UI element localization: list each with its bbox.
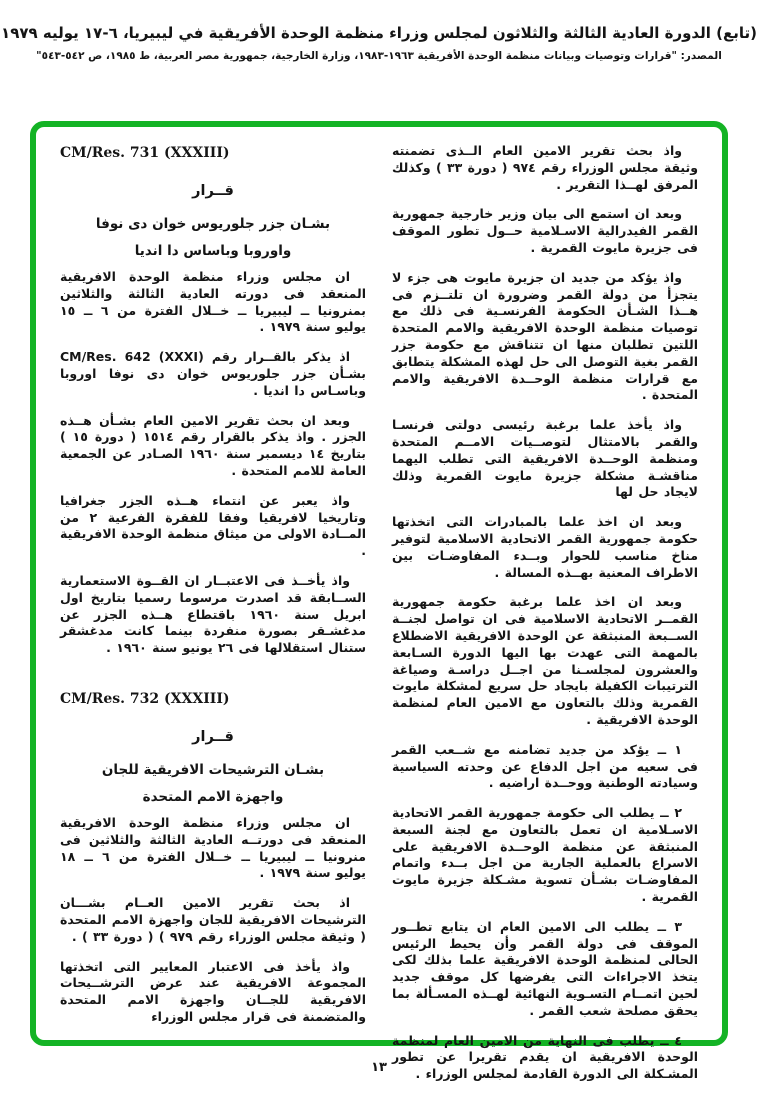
operative-paragraph-1: ١ ــ يؤكد من جديد تضامنه مع شــعب القمر فى سعيه من اجل الدفاع عن وحدته السياسية وسيادته الوطنية ووحــدة اراضيه . [392, 741, 698, 791]
page-header [0, 24, 758, 62]
resolution-732-title: قــرار [192, 728, 234, 745]
resolution-732-subtitle-2: واجهزة الامم المتحدة [142, 788, 284, 805]
paragraph-bold: واذ يأخذ فى الاعتبار المعايير التى اتخذتها المجموعة الافريقية عند عرض الترشــيحات الافريقية للجــان واجهزة الامم المتحدة والمتضمنة فى قرار مجلس الوزراء [60, 958, 366, 1024]
paragraph: ان مجلس وزراء منظمة الوحدة الافريقية المنعقد فى دورتــه العادية الثالثة والثلاثين فى منرونيا ــ ليبيريا ــ خــلال الفترة من ٦ ــ ١٨ يوليو سنة ١٩٧٩ . [60, 814, 366, 881]
paragraph: وبعد ان بحث تقرير الامين العام بشـأن هــذه الجزر . واذ يذكر بالقرار رقم ١٥١٤ ( دورة ١٥ ) بتاريخ ١٤ ديسمبر سنة ١٩٦٠ الصـادر عن الجمعية العامة للامم المتحدة . [60, 412, 366, 478]
resolution-731-title: قــرار [192, 183, 234, 199]
paragraph: واذ يعبر عن انتماء هــذه الجزر جغرافيا وتاريخيا لافريقيا وفقا للفقرة الفرعية ٢ من المــادة الاولى من ميثاق منظمة الوحدة الافريقية . [60, 492, 366, 559]
paragraph: ان مجلس وزراء منظمة الوحدة الافريقية المنعقد فى دورته العادية الثالثة والثلاثين بمنرونيا ــ ليبيريا ــ خــلال الفترة من ٦ ــ ١٥ يوليو سنة ١٩٧٩ . [60, 269, 366, 335]
resolution-code-731: CM/Res. 731 (XXXIII) [60, 145, 230, 161]
left-column [60, 143, 366, 1030]
paragraph: وبعد ان اخذ علما بالمبادرات التى اتخذتها حكومة جمهورية القمر الاتحادية الاسلامية لتوفير مناخ مناسب للحوار وبــدء المفاوضـات بين الاطراف المعنية بهــذه المسالة . [392, 514, 698, 580]
paragraph: وبعد ان استمع الى بيان وزير خارجية جمهورية القمر الفيدرالية الاسـلامية حــول تطور الموقف فى جزيرة مايوت القمرية . [392, 206, 698, 255]
paragraph: اذ بحث تقرير الامين العــام بشـــان الترشيحات الافريقية للجان واجهزة الامم المتحدة ( وثيقة مجلس الوزراء رقم ٩٧٩ ) ( دورة ٣٣ ) . [60, 895, 366, 944]
paragraph: واذ بحث تقرير الامين العام الــذى تضمنته وثيقة مجلس الوزراء رقم ٩٧٤ ( دورة ٣٣ ) وكذلك المرفق لهــذا التقرير . [392, 143, 699, 192]
resolution-731-subtitle-2: واوروبا وباساس دا انديا [134, 243, 292, 259]
header-source-line: المصدر: "قرارات وتوصيات وبيانات منظمة الوحدة الأفريقية ١٩٦٣-١٩٨٣، وزارة الخارجية، جمهورية مصر العربية، ط ١٩٨٥، ص ٥٤٢-٥٤٣" [36, 50, 722, 62]
header-session-title: (تابع) الدورة العادية الثالثة والثلاثون لمجلس وزراء منظمة الوحدة الأفريقية في ليبيريا، ٦-١٧ يوليه ١٩٧٩ [1, 24, 757, 42]
paragraph: واذ يأخذ علما برغبة رئيسى دولتى فرنسـا والقمر بالامتثال لتوصــيات الامــم المتحدة ومنظمة الوحــدة الافريقية التى تطلب اليهما مناقشـة مشكلة جزيرة مايوت القمرية وذلك لايجاد حل لها [392, 417, 698, 500]
resolution-code-732: CM/Res. 732 (XXXIII) [60, 690, 230, 707]
resolution-731-subtitle-1: بشـان جزر جلوريوس خوان دى نوفا [95, 216, 331, 232]
right-column [392, 143, 699, 1082]
paragraph: اذ يذكر بالقــرار رقم CM/Res. 642 (XXXI) بشـأن جزر جلوريوس خوان دى نوفا اوروبا وباسـاس دا انديا . [60, 349, 366, 398]
operative-paragraph-4: ٤ ــ يطلب فى النهاية من الامين العام لمنظمة الوحدة الافريقية ان يقدم تقريرا عن تطور المشـكلة الى الدورة القادمة لمجلس الوزراء . [392, 1032, 698, 1082]
operative-paragraph-3: ٣ ــ يطلب الى الامين العام ان يتابع تطــور الموقف فى دولة القمر وأن يحيط الرئيس الحالى لمنظمة الوحدة الافريقية علما بذلك لكى يتخذ الاجراءات التى يفرضها كل موقف جديد لحين اتمــام التسـوية النهائية لهــذه المسـألة بما يحقق مصلحة شعب القمر . [392, 918, 698, 1018]
paragraph: واذ يأخــذ فى الاعتبــار ان القــوة الاستعمارية الســابقة قد اصدرت مرسوما رسميا بتاريخ اول ابريل سنة ١٩٦٠ باقتطاع هــذه الجزر عن مدغشـقر بصورة منفردة بينما كانت مدغشقر ستنال استقلالها فى ٢٦ يونيو سنة ١٩٦٠ . [60, 572, 366, 656]
operative-paragraph-2: ٢ ــ يطلب الى حكومة جمهورية القمر الاتحادية الاسـلامية ان تعمل بالتعاون مع لجنة السبعة المنبثقة عن منظمة الوحــدة الافريقية على الاسراع بالعملية الجارية من اجل بــدء واتمام المفاوضـات بشـأن تسوية مشـكلة جزيرة مايوت القمرية . [392, 805, 698, 905]
page-number: ١٣ [371, 1060, 387, 1075]
paragraph: وبعد ان اخذ علما برغبة حكومة جمهورية القمــر الاتحادية الاسلامية فى ان تواصل لجنــة الســبعة المنبثقة عن الوحدة الافريقية الاضطلاع بالمهمة التى عهدت بها اليها الدورة السـابعة والعشرون لمجلسـنا من اجــل دراسـة وصياغة الترتيبات الكفيلة بايجاد حل سريع لمشكلة مايوت القمرية وذلك بالتعاون مع الامين العام لمنظمة الوحدة الافريقية . [392, 594, 698, 727]
resolution-732-subtitle-1: بشـان الترشيحات الافريقية للجان [101, 761, 325, 778]
paragraph: واذ يؤكد من جديد ان جزيرة مايوت هى جزء لا يتجزأ من دولة القمر وضرورة ان تلتــزم فى هــذا الشـأن الحكومة الفرنسـية فى ذلك مع توصيات منظمة الوحدة الافريقية والامم المتحدة اللتين تطلبان منها ان تتناقش مع حكومة جزر القمر بغية التوصل الى حل لهذه المشكلة يتطابق مع قرارات منظمة الوحــدة الافريقية والامم المتحدة . [392, 269, 698, 403]
